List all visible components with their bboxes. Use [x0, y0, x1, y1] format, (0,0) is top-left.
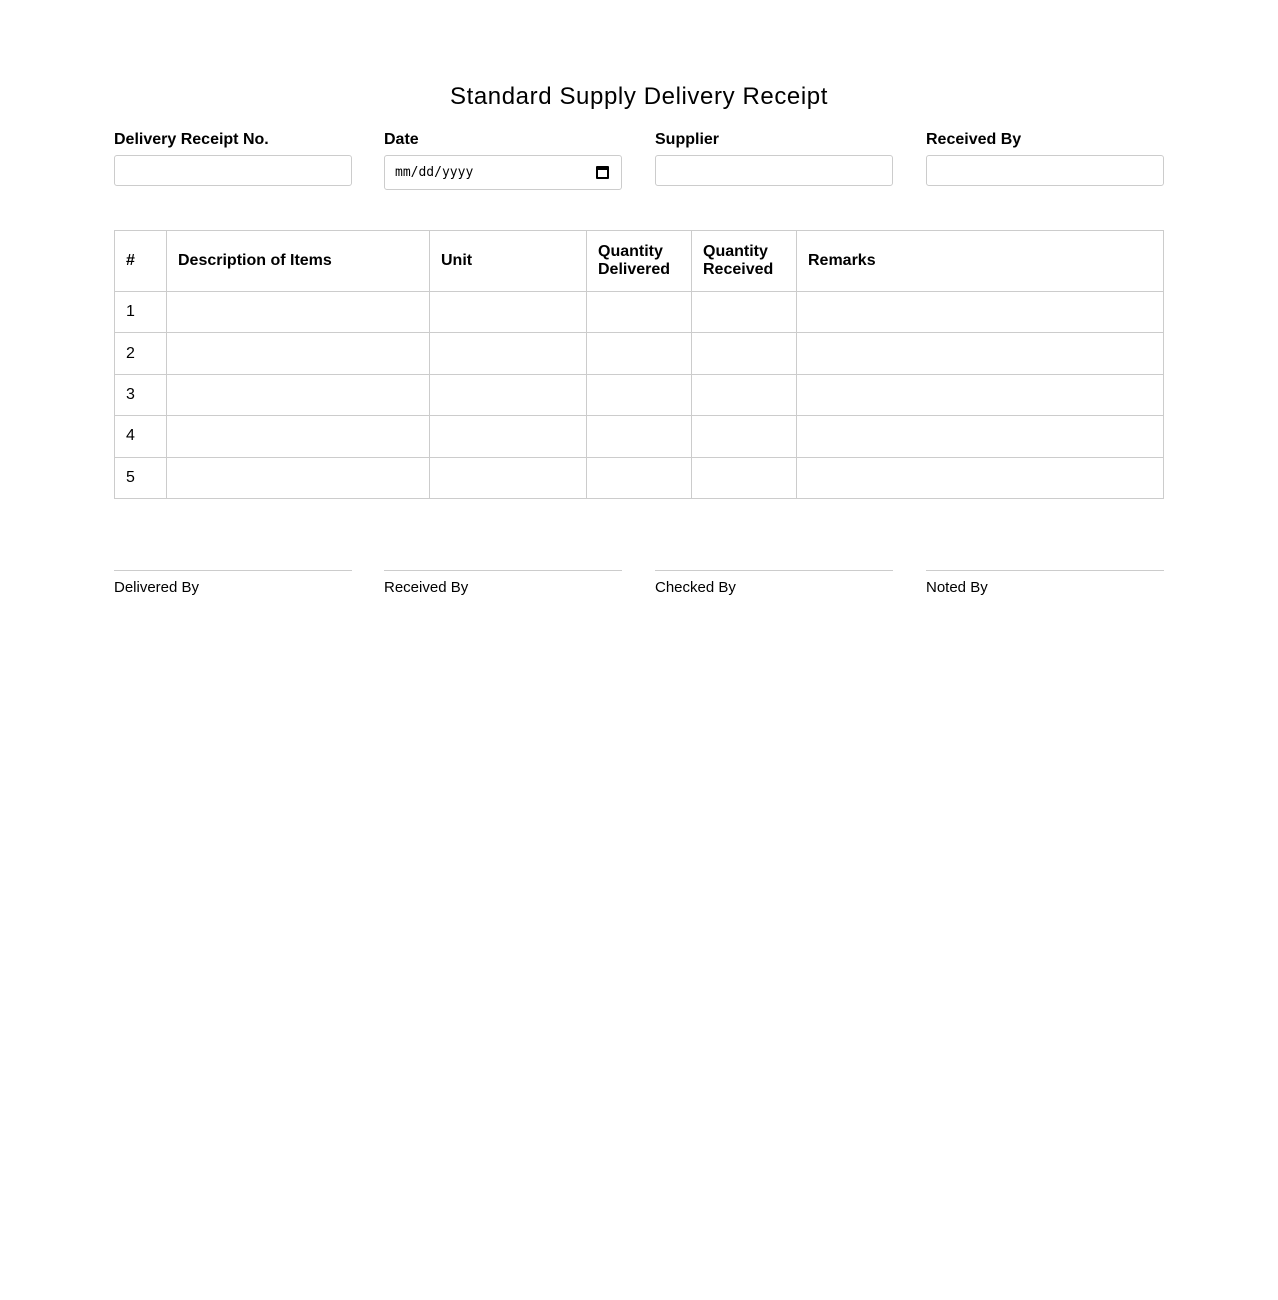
table-row — [115, 416, 1164, 457]
col-remarks: Remarks — [797, 231, 1164, 292]
col-unit: Unit — [430, 231, 587, 292]
date-placeholder: mm/dd/yyyy — [395, 165, 474, 180]
qty-delivered-cell[interactable] — [587, 457, 692, 498]
table-row — [115, 333, 1164, 374]
qty-delivered-cell[interactable] — [587, 374, 692, 415]
row-number: 1 — [115, 292, 167, 333]
supplier-field-group — [655, 131, 893, 186]
col-qty-received: Quantity Received — [692, 231, 797, 292]
items-table — [114, 230, 1164, 499]
row-number: 4 — [115, 416, 167, 457]
unit-cell[interactable] — [430, 333, 587, 374]
unit-cell[interactable] — [430, 374, 587, 415]
table-row — [115, 374, 1164, 415]
unit-cell[interactable] — [430, 416, 587, 457]
qty-delivered-cell[interactable] — [587, 292, 692, 333]
received-by-input[interactable] — [926, 155, 1164, 186]
remarks-cell[interactable] — [797, 416, 1164, 457]
receipt-no-field-group — [114, 131, 352, 186]
signature-noted-by: Noted By — [926, 570, 1164, 596]
row-number: 2 — [115, 333, 167, 374]
receipt-no-label: Delivery Receipt No. — [114, 131, 269, 148]
supplier-input[interactable] — [655, 155, 893, 186]
signature-delivered-by: Delivered By — [114, 570, 352, 596]
page-title: Standard Supply Delivery Receipt — [449, 83, 829, 110]
qty-received-cell[interactable] — [692, 374, 797, 415]
receipt-no-input[interactable] — [114, 155, 352, 186]
col-description: Description of Items — [167, 231, 430, 292]
description-cell[interactable] — [167, 457, 430, 498]
received-by-field-group — [926, 131, 1164, 186]
description-cell[interactable] — [167, 416, 430, 457]
description-cell[interactable] — [167, 374, 430, 415]
remarks-cell[interactable] — [797, 333, 1164, 374]
table-row — [115, 292, 1164, 333]
table-header-row — [115, 231, 1164, 292]
qty-received-cell[interactable] — [692, 292, 797, 333]
received-by-label: Received By — [926, 131, 1022, 148]
date-field-group — [384, 131, 622, 190]
table-row — [115, 457, 1164, 498]
description-cell[interactable] — [167, 333, 430, 374]
qty-delivered-cell[interactable] — [587, 333, 692, 374]
row-number: 3 — [115, 374, 167, 415]
qty-received-cell[interactable] — [692, 333, 797, 374]
calendar-icon[interactable] — [596, 166, 609, 179]
col-number: # — [115, 231, 167, 292]
description-cell[interactable] — [167, 292, 430, 333]
date-input[interactable] — [384, 155, 622, 190]
qty-received-cell[interactable] — [692, 457, 797, 498]
remarks-cell[interactable] — [797, 292, 1164, 333]
col-qty-delivered: Quantity Delivered — [587, 231, 692, 292]
row-number: 5 — [115, 457, 167, 498]
date-label: Date — [384, 131, 419, 148]
supplier-label: Supplier — [655, 131, 720, 148]
remarks-cell[interactable] — [797, 457, 1164, 498]
signature-received-by: Received By — [384, 570, 622, 596]
signature-checked-by: Checked By — [655, 570, 893, 596]
unit-cell[interactable] — [430, 292, 587, 333]
qty-received-cell[interactable] — [692, 416, 797, 457]
unit-cell[interactable] — [430, 457, 587, 498]
qty-delivered-cell[interactable] — [587, 416, 692, 457]
remarks-cell[interactable] — [797, 374, 1164, 415]
